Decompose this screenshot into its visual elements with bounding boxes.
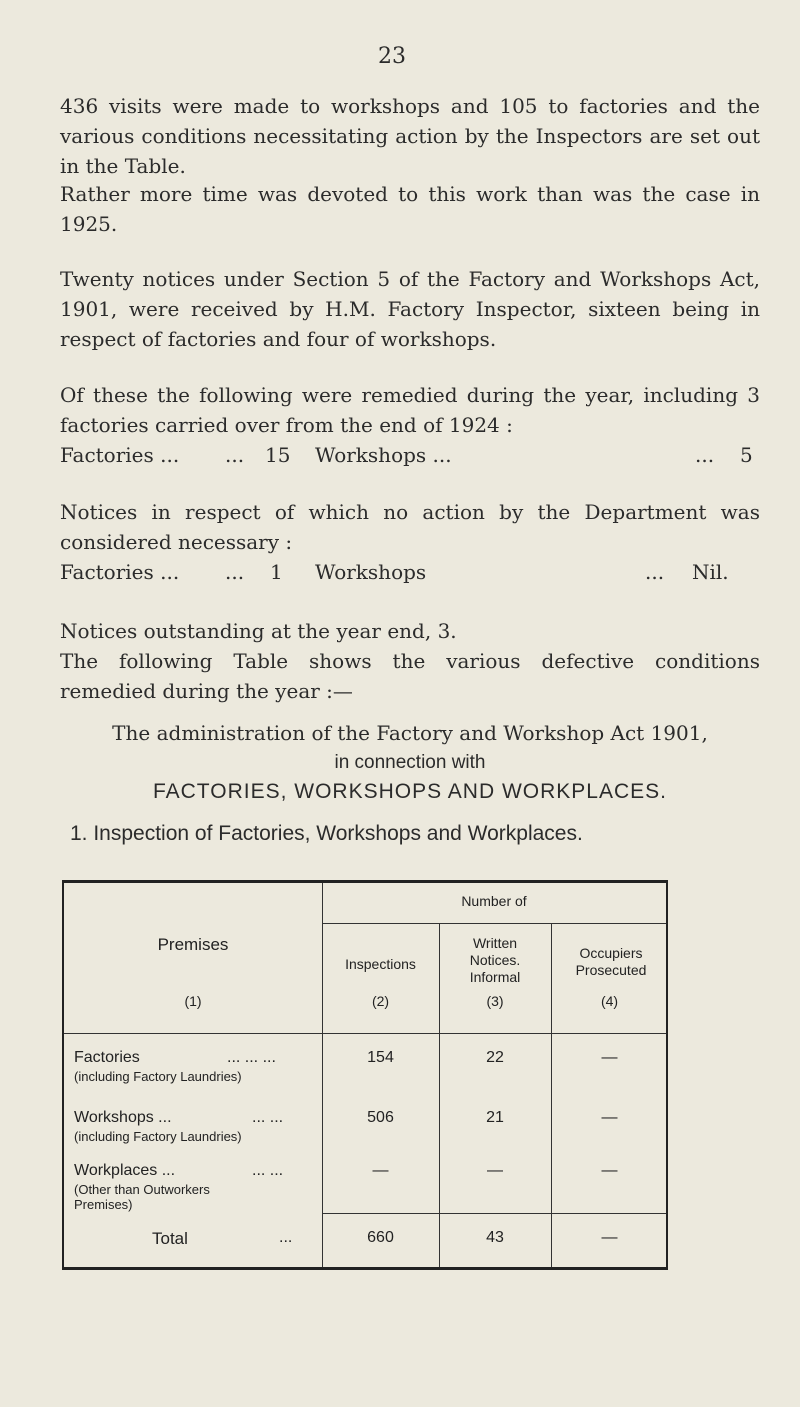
- no-action-factories-label: Factories ...: [60, 560, 180, 584]
- paragraph-notices-received: Twenty notices under Section 5 of the Factory and Workshops Act, 1901, were received by H.M. Factory Inspector, sixteen being in respect of factories and four of workshops.: [60, 267, 760, 351]
- act-heading-line2: in connection with: [334, 752, 486, 773]
- row-workshops-notices: 21: [486, 1109, 504, 1126]
- no-action-workshops-label: Workshops: [315, 560, 427, 584]
- row-factories-note: (including Factory Laundries): [74, 1069, 242, 1084]
- row-factories-label: Factories: [74, 1049, 140, 1066]
- row-workplaces-dots: ... ...: [252, 1162, 284, 1179]
- row-factories-dots: ... ... ...: [227, 1049, 276, 1066]
- header-written-notices: Written Notices. Informal: [469, 935, 521, 985]
- row-factories-inspections: 154: [367, 1049, 394, 1066]
- row-workshops-inspections: 506: [367, 1109, 394, 1126]
- header-inspections-num: (2): [371, 993, 390, 1009]
- row-workshops-dots: ... ...: [252, 1109, 284, 1126]
- paragraph-outstanding: Notices outstanding at the year end, 3.: [60, 619, 457, 643]
- no-action-factories-value: 1: [270, 560, 283, 584]
- header-premises: Premises: [157, 935, 229, 954]
- remedied-workshops-value: 5: [740, 443, 753, 467]
- remedied-workshops-dots: ...: [695, 443, 715, 467]
- row-workplaces-note: (Other than Outworkers Premises): [74, 1182, 210, 1212]
- row-workshops-prosecuted: —: [601, 1109, 618, 1126]
- remedied-factories-label: Factories ...: [60, 443, 180, 467]
- paragraph-table-intro: The following Table shows the various defective conditions remedied during the year :—: [60, 649, 760, 703]
- paragraph-remedied: Of these the following were remedied during the year, including 3 factories carried over from the end of 1924 :: [60, 383, 760, 437]
- header-written-notices-num: (3): [486, 993, 504, 1009]
- remedied-counts-row: [60, 440, 760, 470]
- remedied-workshops-label: Workshops ...: [315, 443, 452, 467]
- header-occupiers-prosecuted: Occupiers Prosecuted: [575, 945, 647, 978]
- header-number-of: Number of: [461, 893, 527, 909]
- paragraph-time-devoted: Rather more time was devoted to this work than was the case in 1925.: [60, 182, 760, 236]
- paragraph-no-action: Notices in respect of which no action by the Department was considered necessary :: [60, 500, 760, 554]
- page-number: 23: [378, 44, 406, 69]
- act-heading-line3: FACTORIES, WORKSHOPS AND WORKPLACES.: [152, 780, 668, 803]
- total-prosecuted: —: [601, 1229, 618, 1246]
- remedied-factories-dots: ...: [225, 443, 245, 467]
- no-action-factories-dots: ...: [225, 560, 245, 584]
- row-workplaces-prosecuted: —: [601, 1162, 618, 1179]
- act-heading-line1: The administration of the Factory and Workshop Act 1901,: [112, 721, 708, 745]
- paragraph-visits: 436 visits were made to workshops and 105 to factories and the various conditions necessitating action by the Inspectors are set out in the Table.: [60, 94, 760, 178]
- total-dots: ...: [279, 1229, 293, 1246]
- row-workplaces-notices: —: [487, 1162, 503, 1179]
- remedied-factories-value: 15: [265, 443, 291, 467]
- header-premises-num: (1): [184, 993, 202, 1009]
- no-action-workshops-value: Nil.: [692, 560, 729, 584]
- inspection-table: [62, 880, 668, 1270]
- header-inspections: Inspections: [345, 956, 416, 972]
- row-workshops-label: Workshops ...: [74, 1109, 172, 1126]
- row-factories-prosecuted: —: [601, 1049, 618, 1066]
- total-label: Total: [152, 1229, 188, 1248]
- row-workplaces-label: Workplaces ...: [74, 1162, 176, 1179]
- row-workshops-note: (including Factory Laundries): [74, 1129, 242, 1144]
- total-inspections: 660: [367, 1229, 394, 1246]
- header-occupiers-prosecuted-num: (4): [600, 993, 619, 1009]
- no-action-counts-row: [60, 557, 760, 587]
- no-action-workshops-dots: ...: [645, 560, 665, 584]
- row-factories-notices: 22: [486, 1049, 504, 1066]
- row-workplaces-inspections: —: [372, 1162, 389, 1179]
- table-title: 1. Inspection of Factories, Workshops and Workplaces.: [70, 822, 583, 845]
- total-notices: 43: [486, 1229, 504, 1246]
